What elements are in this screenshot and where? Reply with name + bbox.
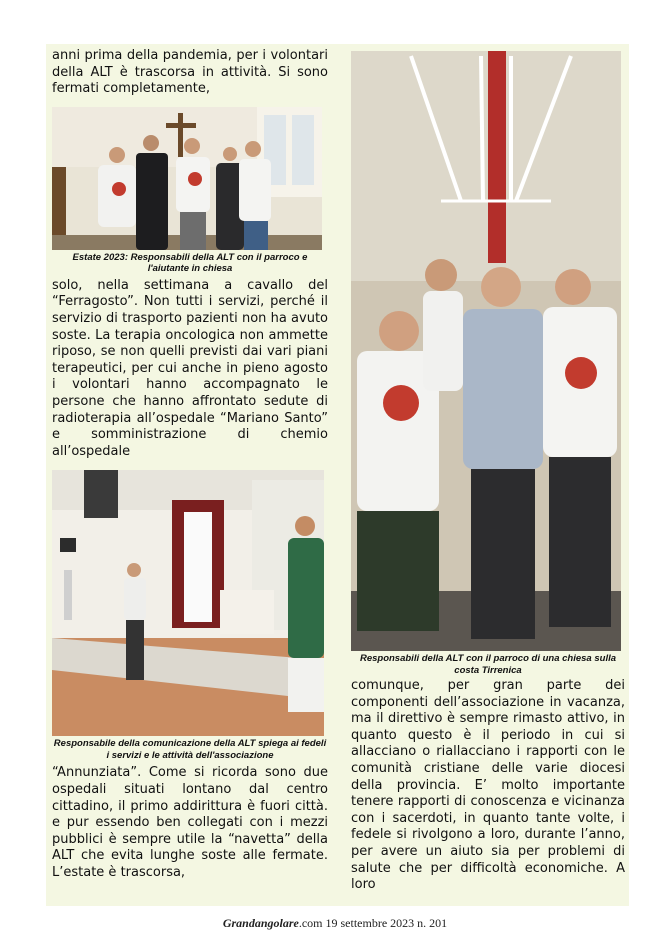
photo-group-tyrrhenian-coast-image	[351, 51, 621, 651]
footer-brand: Grandangolare	[222, 916, 299, 930]
photo-1-caption: Estate 2023: Responsabili della ALT con il parroco e l'aiutante in chiesa	[72, 251, 308, 275]
page-footer	[0, 916, 670, 931]
photo-speaker-in-church-image	[52, 470, 324, 736]
left-column	[52, 48, 328, 881]
photo-3-caption: Responsabili della ALT con il parroco di una chiesa sulla costa Tirrenica	[359, 653, 617, 676]
paragraph-3: “Annunziata”. Come si ricorda sono due ospedali situati lontano dal centro cittadino, il primo addirittura è fuori città. e pur essendo ben collegati con i mezzi pubblici è sempre utile la “navetta” della ALT che evita lunghe soste alle fermate. L’estate è trascorsa,	[52, 765, 328, 880]
footer-issue-info: .com 19 settembre 2023 n. 201	[298, 916, 448, 930]
paragraph-4: comunque, per gran parte dei componenti dell’associazione in vacanza, ma il direttivo è sempre rimasto attivo, in quanto questo è il periodo in cui si allacciano o riallacciano i rapporti con le comunità cristiane delle varie diocesi della provincia. E’ molto importante tenere rapporti di conoscenza e vicinanza con i sacerdoti, in quanto tante volte, i fedele si rivolgono a loro, durante l’anno, per avere un aiuto sia per problemi di salute che per difficoltà economiche. A loro	[351, 678, 625, 893]
photo-group-in-church-image	[52, 107, 322, 250]
photo-group-in-church	[52, 107, 322, 250]
right-column	[351, 48, 625, 894]
article-page	[46, 44, 629, 906]
paragraph-2: solo, nella settimana a cavallo del “Ferragosto”. Non tutti i servizi, perché il servizio di trasporto pazienti non ha avuto soste. La terapia oncologica non ammette riposo, se non quelli previsti dai vari piani terapeutici, per cui anche in pieno agosto i volontari hanno accompagnato le persone che hanno affrontato sedute di radioterapia all’ospedale “Mariano Santo” e somministrazione di chemio all’ospedale	[52, 277, 328, 459]
photo-2-caption: Responsabile della comunicazione della ALT spiega ai fedeli i servizi e le attività dell'associazione	[53, 738, 327, 761]
paragraph-1: anni prima della pandemia, per i volontari della ALT è trascorsa in attività. Si sono fermati completamente,	[52, 48, 328, 97]
photo-group-tyrrhenian-coast	[351, 51, 621, 651]
photo-speaker-in-church	[52, 470, 324, 736]
